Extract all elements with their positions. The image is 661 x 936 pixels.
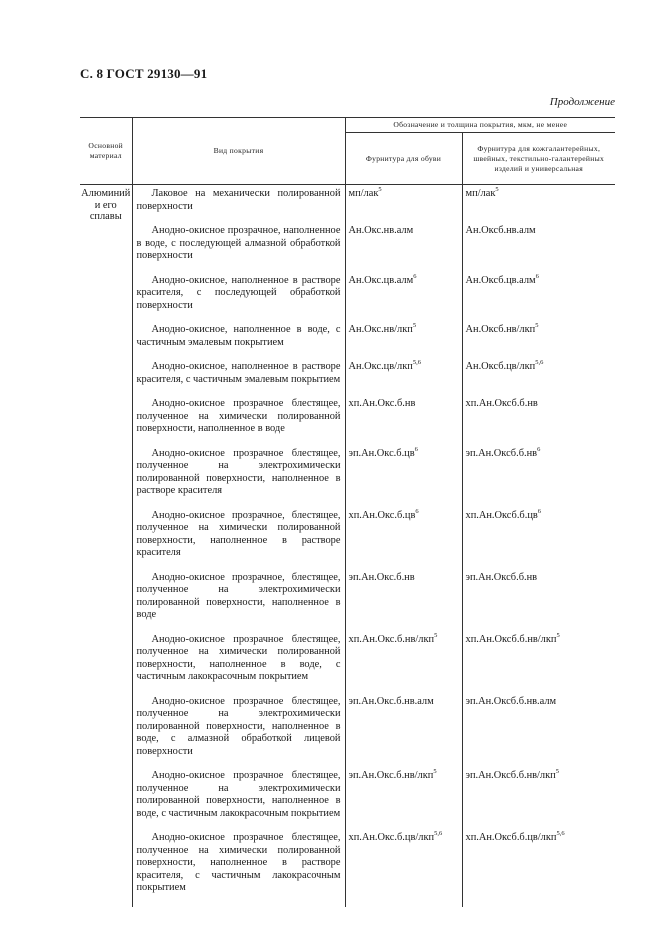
shoe-designation	[349, 696, 462, 709]
continuation-label: Продолжение	[549, 96, 615, 108]
shoe-designation-code: хп.Ан.Окс.б.цв/лкп	[348, 832, 435, 843]
coating-description: Анодно-окисное, наполненное в растворе красителя, с частичным эмалевым покрытием	[136, 361, 341, 385]
footnote-reference: 5	[535, 322, 539, 329]
coating-description: Анодно-окисное прозрачное блестящее, полученное на электрохимически полированной поверхности, наполненное в растворе красителя	[136, 447, 341, 496]
other-designation-code: Ан.Оксб.нв.алм	[465, 225, 536, 236]
other-designation	[466, 770, 616, 783]
table-row	[80, 185, 615, 226]
footnote-reference: 5	[378, 186, 382, 193]
shoe-designation	[348, 507, 462, 523]
other-designation	[466, 188, 616, 201]
footnote-reference: 5	[556, 631, 560, 639]
coating-description: Анодно-окисное прозрачное, блестящее, полученное на химически полированной поверхности, наполненное в растворе красителя	[136, 509, 341, 558]
other-designation-code: мп/лак	[465, 188, 496, 199]
other-designation-cell	[462, 272, 615, 325]
shoe-designation-code: Ан.Окс.цв.алм	[348, 274, 414, 286]
shoe-designation-cell	[345, 398, 462, 448]
shoe-designation	[349, 770, 462, 783]
coating-description-cell	[132, 832, 345, 907]
other-designation-code: хп.Ан.Оксб.б.нв	[465, 398, 538, 409]
table-row	[80, 510, 615, 572]
shoe-designation-cell	[345, 361, 462, 398]
coating-description: Анодно-окисное прозрачное блестящее, полученное на химически полированной поверхности, наполненное в растворе красителя, с частичным лакокрасочным покрытием	[136, 832, 341, 893]
other-designation-code: Ан.Оксб.цв/лкп	[465, 361, 536, 372]
coating-description-cell	[132, 275, 345, 325]
table-row	[80, 572, 615, 634]
table-row	[80, 634, 615, 696]
coating-description: Анодно-окисное прозрачное блестящее, полученное на электрохимически полированной поверхности, наполненное в воде, с алмазной обработкой лицевой поверхности	[136, 695, 341, 757]
other-designation-cell	[462, 696, 615, 771]
shoe-designation-code: эп.Ан.Окс.б.нв.алм	[348, 695, 434, 707]
other-designation	[465, 631, 616, 647]
coating-description-cell	[132, 324, 345, 361]
shoe-designation-cell	[345, 832, 462, 907]
coating-description-cell	[132, 634, 345, 696]
shoe-designation	[349, 361, 462, 374]
shoe-designation	[348, 445, 462, 461]
shoe-designation-code: эп.Ан.Окс.б.цв	[348, 447, 415, 459]
other-designation-code: Ан.Оксб.цв.алм	[465, 274, 536, 286]
coating-description-cell	[132, 696, 345, 771]
other-designation-code: эп.Ан.Оксб.б.нв	[465, 571, 538, 583]
other-designation	[466, 225, 616, 238]
table-row	[80, 770, 615, 832]
shoe-designation-cell	[345, 324, 462, 361]
other-designation-cell	[462, 770, 615, 832]
other-designation	[466, 324, 616, 337]
shoe-designation	[349, 225, 462, 238]
other-designation-code: эп.Ан.Оксб.б.нв	[465, 447, 538, 459]
shoe-designation	[348, 631, 462, 647]
footnote-reference: 6	[537, 445, 541, 453]
shoe-designation-cell	[345, 185, 462, 226]
table-row	[80, 398, 615, 448]
other-designation-code: Ан.Оксб.нв/лкп	[465, 324, 536, 335]
shoe-designation-code: хп.Ан.Окс.б.нв	[348, 398, 416, 409]
other-designation-code: эп.Ан.Оксб.б.нв.алм	[465, 695, 557, 707]
page-title: С. 8 ГОСТ 29130—91	[80, 66, 208, 81]
table-body	[80, 185, 615, 907]
shoe-designation-cell	[345, 696, 462, 771]
other-designation-cell	[462, 185, 615, 226]
shoe-designation-cell	[345, 507, 462, 572]
other-designation	[465, 507, 616, 523]
other-designation-code: хп.Ан.Оксб.б.нв/лкп	[465, 633, 557, 645]
header-base-material: Основной материал	[80, 118, 132, 185]
other-designation	[466, 361, 616, 374]
other-designation-cell	[462, 832, 615, 907]
other-designation	[466, 572, 616, 585]
other-designation-code: хп.Ан.Оксб.б.цв/лкп	[465, 832, 557, 843]
shoe-designation	[348, 272, 462, 288]
coating-description: Анодно-окисное прозрачное блестящее, полученное на химически полированной поверхности, наполненное в воде	[136, 398, 341, 434]
header-designation-group: Обозначение и толщина покрытия, мкм, не менее	[345, 118, 615, 133]
shoe-designation-cell	[345, 631, 462, 696]
footnote-reference: 5,6	[412, 359, 421, 366]
table-row	[80, 696, 615, 771]
other-designation	[465, 272, 616, 288]
footnote-reference: 5,6	[535, 359, 544, 366]
shoe-designation-code: Ан.Окс.нв.алм	[348, 225, 414, 236]
shoe-designation-cell	[345, 225, 462, 275]
coating-description-cell	[132, 225, 345, 275]
coating-description-cell	[132, 361, 345, 398]
shoe-designation-cell	[345, 770, 462, 832]
other-designation-code: хп.Ан.Оксб.б.цв	[465, 509, 538, 521]
header-other-fittings: Фурнитура для кожгалантерейных, швейных, текстильно-галантерейных изделий и универсальная	[462, 133, 615, 185]
coating-description-cell	[132, 770, 345, 832]
other-designation-cell	[462, 631, 615, 696]
other-designation	[465, 445, 616, 461]
coating-description: Анодно-окисное, наполненное в растворе красителя, с последующей обработкой поверхности	[136, 274, 341, 311]
other-designation-cell	[462, 225, 615, 275]
footnote-reference: 6	[413, 272, 417, 280]
shoe-designation-cell	[345, 445, 462, 510]
coating-description-cell	[132, 510, 345, 572]
footnote-reference: 5	[433, 768, 437, 775]
shoe-designation	[349, 324, 462, 337]
footnote-reference: 6	[537, 507, 542, 515]
coating-description: Анодно-окисное прозрачное блестящее, полученное на электрохимически полированной поверхности, наполненное в воде, с частичным лакокрасочным покрытием	[136, 770, 341, 819]
shoe-designation-code: эп.Ан.Окс.б.нв	[348, 571, 415, 583]
coating-description: Анодно-окисное, наполненное в воде, с частичным эмалевым покрытием	[136, 324, 341, 348]
other-designation-cell	[462, 324, 615, 361]
shoe-designation-cell	[345, 272, 462, 325]
other-designation-code: эп.Ан.Оксб.б.нв/лкп	[465, 770, 556, 781]
coatings-table-container	[80, 117, 615, 907]
other-designation-cell	[462, 361, 615, 398]
footnote-reference: 5	[434, 631, 438, 639]
footnote-reference: 6	[535, 272, 539, 280]
footnote-reference: 5,6	[556, 830, 565, 837]
other-designation-cell	[462, 572, 615, 634]
coating-description: Анодно-окисное прозрачное, наполненное в воде, с последующей алмазной обработкой поверхности	[136, 225, 341, 261]
coating-description: Анодно-окисное прозрачное, блестящее, полученное на электрохимически полированной поверхности, наполненное в воде	[136, 571, 341, 620]
coating-description-cell	[132, 398, 345, 448]
table-row	[80, 832, 615, 907]
shoe-designation-code: эп.Ан.Окс.б.нв/лкп	[348, 770, 434, 781]
footnote-reference: 6	[415, 507, 419, 515]
other-designation	[466, 832, 616, 845]
table-header	[80, 118, 615, 185]
footnote-reference: 5	[412, 322, 417, 329]
coating-description: Лаковое на механически полированной поверхности	[136, 188, 341, 212]
shoe-designation	[349, 832, 462, 845]
footnote-reference: 5	[495, 186, 499, 193]
header-shoe-fittings: Фурнитура для обуви	[345, 133, 462, 185]
table-row	[80, 361, 615, 398]
coatings-table	[80, 117, 615, 907]
table-row	[80, 225, 615, 275]
shoe-designation-code: Ан.Окс.цв/лкп	[348, 361, 413, 372]
table-row	[80, 275, 615, 325]
shoe-designation-cell	[345, 572, 462, 634]
coating-description-cell	[132, 185, 345, 226]
shoe-designation-code: хп.Ан.Окс.б.цв	[348, 509, 416, 521]
shoe-designation-code: мп/лак	[348, 188, 379, 199]
table-row	[80, 324, 615, 361]
coating-description: Анодно-окисное прозрачное блестящее, полученное на химически полированной поверхности, наполненное в воде, с частичным лакокрасочным покрытием	[136, 633, 341, 682]
coating-description-cell	[132, 448, 345, 510]
other-designation-cell	[462, 445, 615, 510]
table-row	[80, 448, 615, 510]
header-coating-type: Вид покрытия	[132, 118, 345, 185]
footnote-reference: 5,6	[434, 830, 443, 837]
other-designation-cell	[462, 507, 615, 572]
coating-description-cell	[132, 572, 345, 634]
footnote-reference: 6	[414, 445, 418, 453]
other-designation-cell	[462, 398, 615, 448]
other-designation	[466, 398, 616, 411]
shoe-designation-code: хп.Ан.Окс.б.нв/лкп	[348, 633, 435, 645]
base-material-cell: Алюминий и его сплавы	[81, 188, 131, 222]
footnote-reference: 5	[555, 768, 559, 775]
other-designation	[466, 696, 616, 709]
shoe-designation	[349, 572, 462, 585]
shoe-designation	[349, 398, 462, 411]
shoe-designation	[349, 188, 462, 201]
shoe-designation-code: Ан.Окс.нв/лкп	[348, 324, 413, 335]
